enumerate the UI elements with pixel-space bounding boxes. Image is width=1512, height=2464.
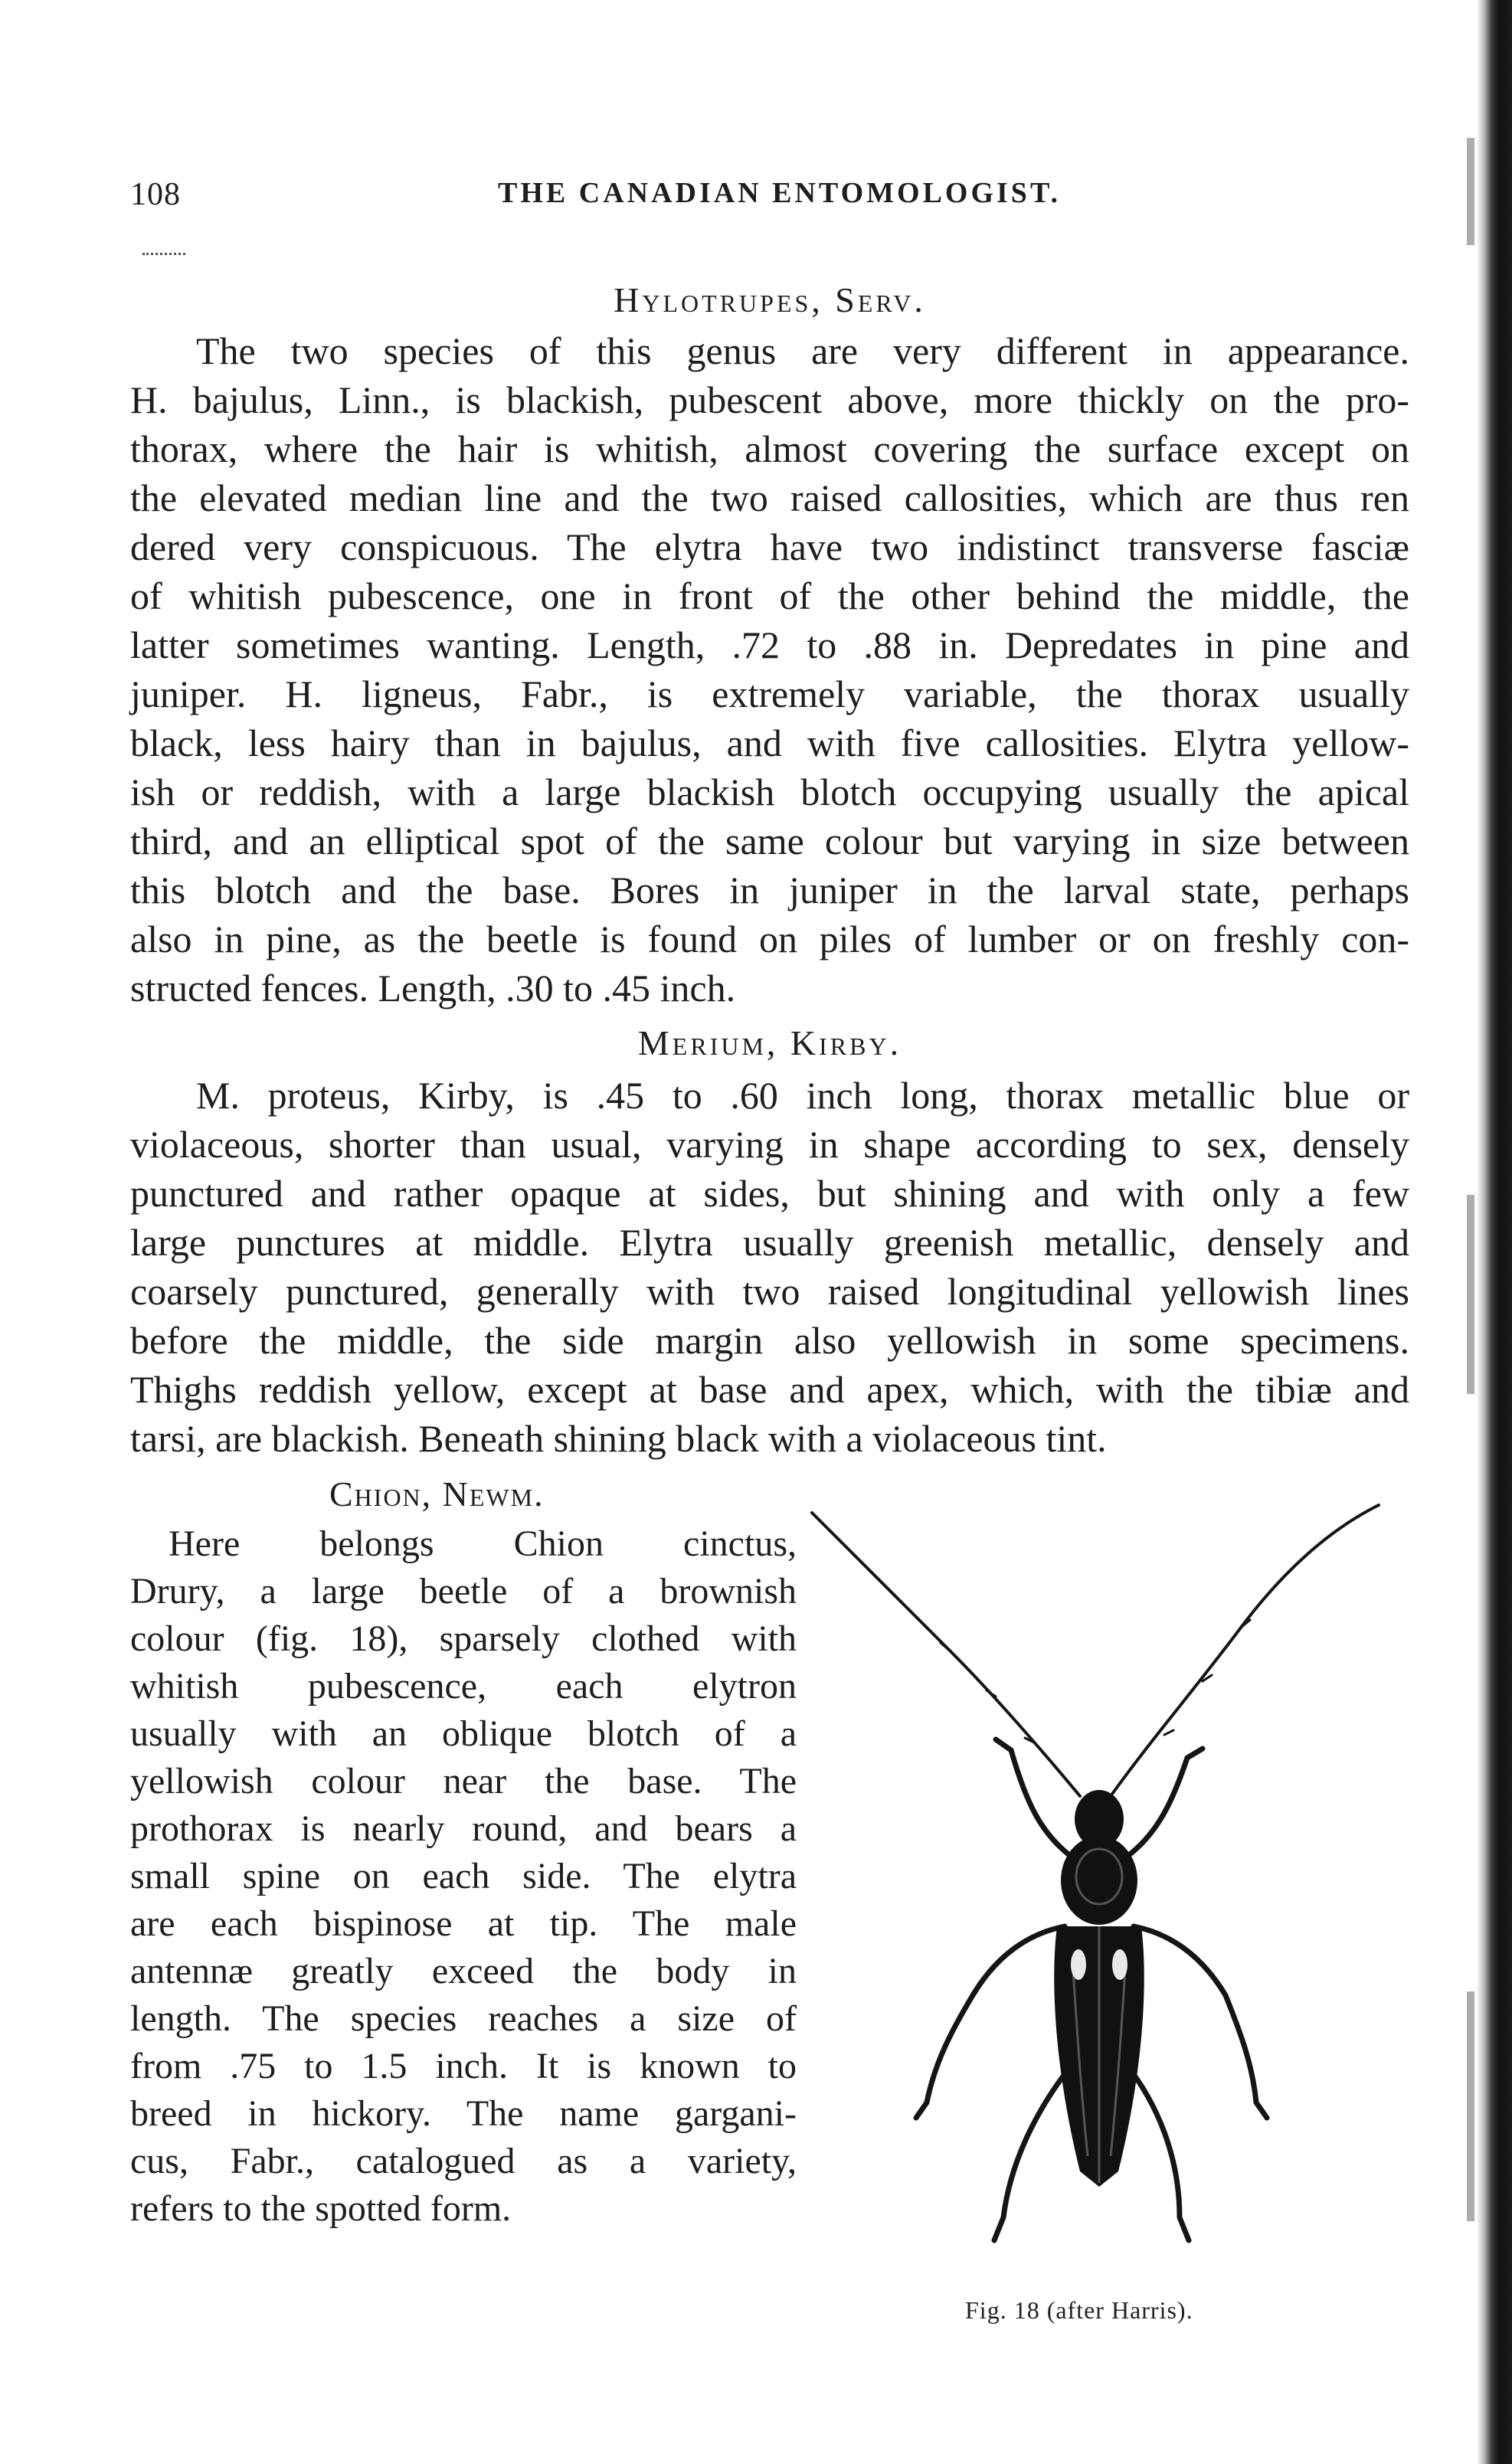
text-line: colour (fig. 18), sparsely clothed with: [130, 1618, 797, 1659]
text-line: dered very conspicuous. The elytra have two indistinct transverse fasciæ: [130, 525, 1409, 568]
text-line: yellowish colour near the base. The: [130, 1761, 797, 1801]
text-line: structed fences. Length, .30 to .45 inch.: [130, 967, 736, 1009]
running-title: THE CANADIAN ENTOMOLOGIST.: [498, 177, 1061, 209]
text-line: third, and an elliptical spot of the same colour but varying in size between: [130, 820, 1409, 862]
text-line: The two species of this genus are very different in appearance.: [196, 329, 1409, 372]
beetle-figure: [797, 1497, 1425, 2286]
text-line: tarsi, are blackish. Beneath shining black with a violaceous tint.: [130, 1417, 1107, 1460]
text-line: this blotch and the base. Bores in juniper in the larval state, perhaps: [130, 869, 1409, 911]
text-line: prothorax is nearly round, and bears a: [130, 1808, 797, 1849]
text-line: M. proteus, Kirby, is .45 to .60 inch long, thorax metallic blue or: [196, 1074, 1409, 1117]
section-heading: Merium, Kirby.: [637, 1023, 902, 1062]
text-line: latter sometimes wanting. Length, .72 to .88 in. Depredates in pine and: [130, 623, 1409, 666]
beetle-illustration: [797, 1497, 1425, 2286]
section-heading: Chion, Newm.: [329, 1474, 545, 1513]
text-line: large punctures at middle. Elytra usually greenish metallic, densely and: [130, 1221, 1409, 1264]
text-line: from .75 to 1.5 inch. It is known to: [130, 2046, 797, 2086]
text-line: whitish pubescence, each elytron: [130, 1666, 797, 1706]
text-line: length. The species reaches a size of: [130, 1998, 797, 2039]
text-line: black, less hairy than in bajulus, and with five callosities. Elytra yellow-: [130, 722, 1409, 764]
page-header: [0, 176, 1512, 230]
text-line: juniper. H. ligneus, Fabr., is extremely variable, the thorax usually: [130, 672, 1409, 715]
text-line: thorax, where the hair is whitish, almost covering the surface except on: [130, 427, 1409, 470]
section-heading: Hylotrupes, Serv.: [614, 280, 926, 319]
scan-edge-streak: [1467, 1195, 1474, 1394]
text-line: coarsely punctured, generally with two raised longitudinal yellowish lines: [130, 1270, 1409, 1313]
text-line: H. bajulus, Linn., is blackish, pubescent above, more thickly on the pro-: [130, 378, 1409, 421]
text-line: Drury, a large beetle of a brownish: [130, 1571, 797, 1612]
text-line: small spine on each side. The elytra: [130, 1856, 797, 1896]
text-line: cus, Fabr., catalogued as a variety,: [130, 2141, 797, 2181]
text-line: are each bispinose at tip. The male: [130, 1903, 797, 1944]
text-line: usually with an oblique blotch of a: [130, 1713, 797, 1754]
text-line: breed in hickory. The name gargani-: [130, 2093, 797, 2134]
text-line: violaceous, shorter than usual, varying in shape according to sex, densely: [130, 1123, 1409, 1166]
scan-edge-streak: [1467, 1991, 1474, 2221]
print-mark: [142, 253, 185, 257]
text-line: ish or reddish, with a large blackish blotch occupying usually the apical: [130, 771, 1409, 813]
text-line: of whitish pubescence, one in front of the other behind the middle, the: [130, 574, 1409, 617]
text-line: before the middle, the side margin also yellowish in some specimens.: [130, 1319, 1409, 1362]
text-line: the elevated median line and the two raised callosities, which are thus ren: [130, 476, 1409, 519]
text-line: punctured and rather opaque at sides, but shining and with only a few: [130, 1172, 1409, 1215]
text-line: Here belongs Chion cinctus,: [169, 1523, 797, 1564]
page-number: 108: [130, 177, 181, 212]
figure-caption: Fig. 18 (after Harris).: [965, 2296, 1193, 2324]
text-line: refers to the spotted form.: [130, 2188, 512, 2229]
text-line: Thighs reddish yellow, except at base and apex, which, with the tibiæ and: [130, 1368, 1409, 1411]
text-line: also in pine, as the beetle is found on piles of lumber or on freshly con-: [130, 918, 1409, 960]
text-line: antennæ greatly exceed the body in: [130, 1951, 797, 1991]
